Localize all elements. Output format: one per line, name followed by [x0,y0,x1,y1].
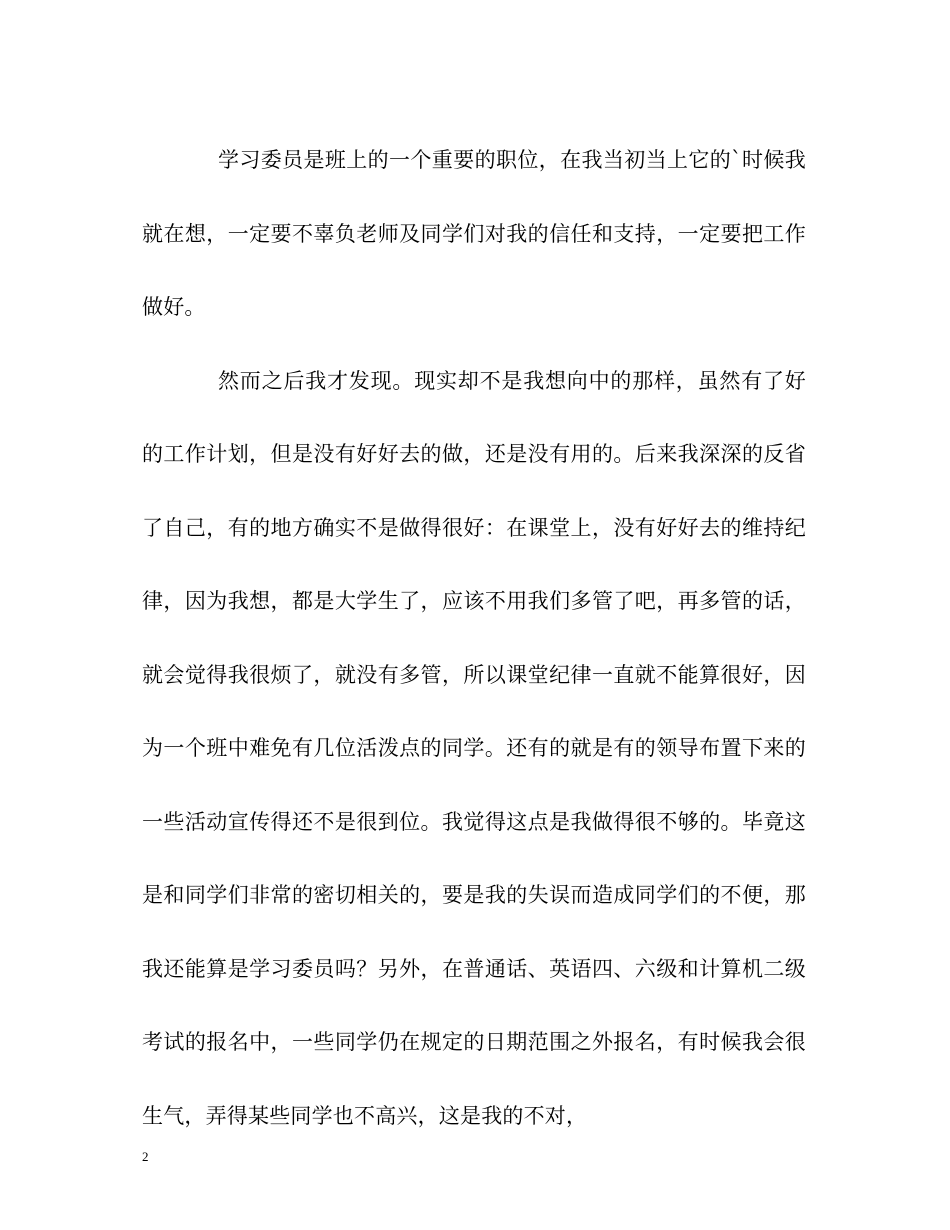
body-text [142,124,806,1153]
paragraph-1: 学习委员是班上的一个重要的职位，在我当初当上它的`时候我就在想，一定要不辜负老师及同学们对我的信任和支持，一定要把工作做好。 [142,148,806,319]
page-number: 2 [142,1149,149,1164]
paragraph-2: 然而之后我才发现。现实却不是我想向中的那样，虽然有了好的工作计划，但是没有好好去的做，还是没有用的。后来我深深的反省了自己，有的地方确实不是做得很好：在课堂上，没有好好去的维持纪律，因为我想，都是大学生了，应该不用我们多管了吧，再多管的话，就会觉得我很烦了，就没有多管，所以课堂纪律一直就不能算很好，因为一个班中难免有几位活泼点的同学。还有的就是有的领导布置下来的一些活动宣传得还不是很到位。我觉得这点是我做得很不够的。毕竟这是和同学们非常的密切相关的，要是我的失误而造成同学们的不便，那我还能算是学习委员吗？另外，在普通话、英语四、六级和计算机二级考试的报名中，一些同学仍在规定的日期范围之外报名，有时候我会很生气，弄得某些同学也不高兴，这是我的不对， [142,368,806,1128]
